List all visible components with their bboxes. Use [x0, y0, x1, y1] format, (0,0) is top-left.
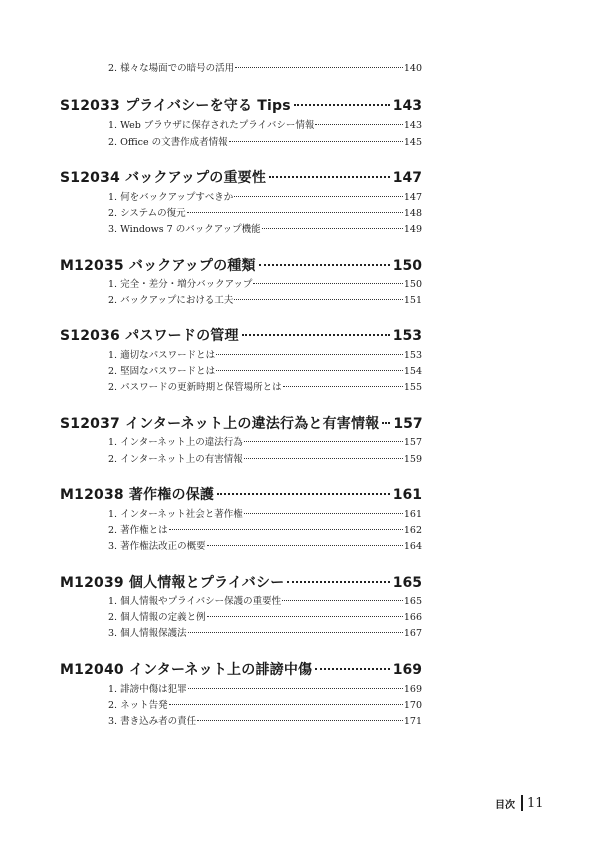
- dot-leader: [188, 687, 403, 689]
- dot-leader: [269, 175, 390, 178]
- footer-label: 目次: [495, 799, 515, 811]
- dot-leader: [169, 703, 403, 705]
- toc-entry-title: 1. 個人情報やプライバシー保護の重要性: [108, 596, 282, 607]
- toc-entry-page: 165: [403, 596, 422, 607]
- toc-entry-page: 150: [403, 279, 422, 290]
- dot-leader: [207, 615, 403, 617]
- toc-section-title: M12040 インターネット上の誹謗中傷: [60, 662, 313, 678]
- toc-entry: [108, 349, 422, 363]
- toc-entry-title: 2. 著作権とは: [108, 525, 168, 536]
- toc-section-title: S12033 プライバシーを守る Tips: [60, 98, 291, 114]
- toc-entry-page: 162: [403, 525, 422, 536]
- toc-entry-title: 3. Windows 7 のバックアップ機能: [108, 224, 261, 235]
- toc-section-page: 150: [392, 258, 422, 274]
- toc-entry-title: 1. 何をバックアップすべきか: [108, 192, 234, 203]
- toc-entry-page: 164: [403, 541, 422, 552]
- toc-section-page: 157: [393, 416, 423, 432]
- toc-section-title: S12037 インターネット上の違法行為と有害情報: [60, 416, 380, 432]
- toc-entry-page: 167: [403, 628, 422, 639]
- toc-entry-page: 153: [403, 350, 422, 361]
- toc-section-m12035: [60, 256, 422, 276]
- toc-section-page: 169: [392, 662, 422, 678]
- toc-entry-page: 140: [403, 63, 422, 74]
- dot-leader: [242, 333, 390, 336]
- toc-entry-title: 1. インターネット上の違法行為: [108, 437, 243, 448]
- toc-entry-title: 2. 様々な場面での暗号の活用: [108, 63, 235, 74]
- toc-entry-page: 145: [403, 137, 422, 148]
- toc-section-s12036: [60, 326, 422, 346]
- toc-entry-title: 2. システムの復元: [108, 208, 186, 219]
- toc-section-title: S12036 パスワードの管理: [60, 328, 239, 344]
- dot-leader: [244, 440, 403, 442]
- toc-entry: [108, 508, 422, 522]
- toc-entry: [108, 207, 422, 221]
- toc-entry-title: 1. インターネット社会と著作権: [108, 509, 243, 520]
- toc-section-s12037: [60, 414, 422, 434]
- dot-leader: [262, 227, 403, 229]
- toc-entry: [108, 381, 422, 395]
- toc-entry: [108, 136, 422, 150]
- toc-entry: [108, 611, 422, 625]
- dot-leader: [216, 353, 403, 355]
- toc-entry-page: 159: [403, 454, 422, 465]
- dot-leader: [234, 195, 403, 197]
- toc-entry-page: 169: [403, 684, 422, 695]
- dot-leader: [259, 263, 390, 266]
- toc-entry-title: 1. Web ブラウザに保存されたプライバシー情報: [108, 120, 315, 131]
- dot-leader: [253, 282, 402, 284]
- toc-entry-title: 2. バックアップにおける工夫: [108, 295, 234, 306]
- toc-entry: [108, 436, 422, 450]
- dot-leader: [315, 123, 403, 125]
- toc-entry: [108, 540, 422, 554]
- dot-leader: [235, 66, 403, 68]
- dot-leader: [187, 211, 403, 213]
- dot-leader: [197, 719, 403, 721]
- toc-entry: [108, 715, 422, 729]
- toc-entry-title: 3. 著作権法改正の概要: [108, 541, 206, 552]
- toc-entry-prev: [108, 62, 422, 76]
- dot-leader: [283, 385, 403, 387]
- dot-leader: [282, 599, 403, 601]
- dot-leader: [244, 457, 403, 459]
- toc-entry-title: 3. 個人情報保護法: [108, 628, 187, 639]
- toc-section-page: 165: [392, 575, 422, 591]
- toc-entry-title: 3. 書き込み者の責任: [108, 716, 197, 727]
- toc-entry: [108, 365, 422, 379]
- toc-entry: [108, 294, 422, 308]
- toc-entry-page: 148: [403, 208, 422, 219]
- toc-entry-title: 1. 適切なパスワードとは: [108, 350, 216, 361]
- dot-leader: [169, 528, 403, 530]
- toc-entry-title: 2. ネット告発: [108, 700, 168, 711]
- toc-section-title: M12035 バックアップの種類: [60, 258, 256, 274]
- toc-entry-title: 2. Office の文書作成者情報: [108, 137, 228, 148]
- dot-leader: [294, 103, 390, 106]
- toc-entry: [108, 524, 422, 538]
- toc-section-s12034: [60, 168, 422, 188]
- toc-entry-title: 2. パスワードの更新時期と保管場所とは: [108, 382, 282, 393]
- dot-leader: [188, 631, 403, 633]
- toc-section-m12040: [60, 660, 422, 680]
- dot-leader: [229, 140, 403, 142]
- toc-entry-title: 2. 個人情報の定義と例: [108, 612, 206, 623]
- toc-entry-title: 2. 堅固なパスワードとは: [108, 366, 216, 377]
- toc-entry-title: 2. インターネット上の有害情報: [108, 454, 243, 465]
- toc-entry: [108, 278, 422, 292]
- toc-section-page: 161: [392, 487, 422, 503]
- toc-section-page: 147: [392, 170, 422, 186]
- toc-entry-page: 151: [403, 295, 422, 306]
- toc-section-title: M12038 著作権の保護: [60, 487, 215, 503]
- toc-entry: [108, 595, 422, 609]
- toc-entry-page: 155: [403, 382, 422, 393]
- toc-entry: [108, 223, 422, 237]
- dot-leader: [244, 512, 403, 514]
- toc-entry-page: 171: [403, 716, 422, 727]
- toc-entry: [108, 699, 422, 713]
- toc-entry-title: 1. 誹謗中傷は犯罪: [108, 684, 187, 695]
- toc-entry-title: 1. 完全・差分・増分バックアップ: [108, 279, 253, 290]
- dot-leader: [234, 298, 402, 300]
- dot-leader: [382, 421, 390, 424]
- footer-divider: [521, 795, 523, 811]
- toc-section-s12033: [60, 96, 422, 116]
- toc-section-m12038: [60, 485, 422, 505]
- toc-entry: [108, 453, 422, 467]
- toc-entry-page: 166: [403, 612, 422, 623]
- dot-leader: [207, 544, 403, 546]
- toc-section-m12039: [60, 573, 422, 593]
- dot-leader: [287, 580, 389, 583]
- toc-entry: [108, 683, 422, 697]
- dot-leader: [217, 492, 390, 495]
- dot-leader: [216, 369, 403, 371]
- toc-entry-page: 154: [403, 366, 422, 377]
- toc-entry: [108, 191, 422, 205]
- toc-entry-page: 161: [403, 509, 422, 520]
- toc-section-title: S12034 バックアップの重要性: [60, 170, 267, 186]
- toc-entry-page: 170: [403, 700, 422, 711]
- page-number: 11: [527, 795, 544, 811]
- toc-entry-page: 147: [403, 192, 422, 203]
- toc-entry: [108, 627, 422, 641]
- toc-section-title: M12039 個人情報とプライバシー: [60, 575, 285, 591]
- toc-entry-page: 149: [403, 224, 422, 235]
- toc-entry-page: 143: [403, 120, 422, 131]
- toc-section-page: 153: [392, 328, 422, 344]
- toc-entry: [108, 119, 422, 133]
- toc-section-page: 143: [392, 98, 422, 114]
- page-footer: [495, 794, 544, 812]
- dot-leader: [315, 667, 390, 670]
- toc-entry-page: 157: [403, 437, 422, 448]
